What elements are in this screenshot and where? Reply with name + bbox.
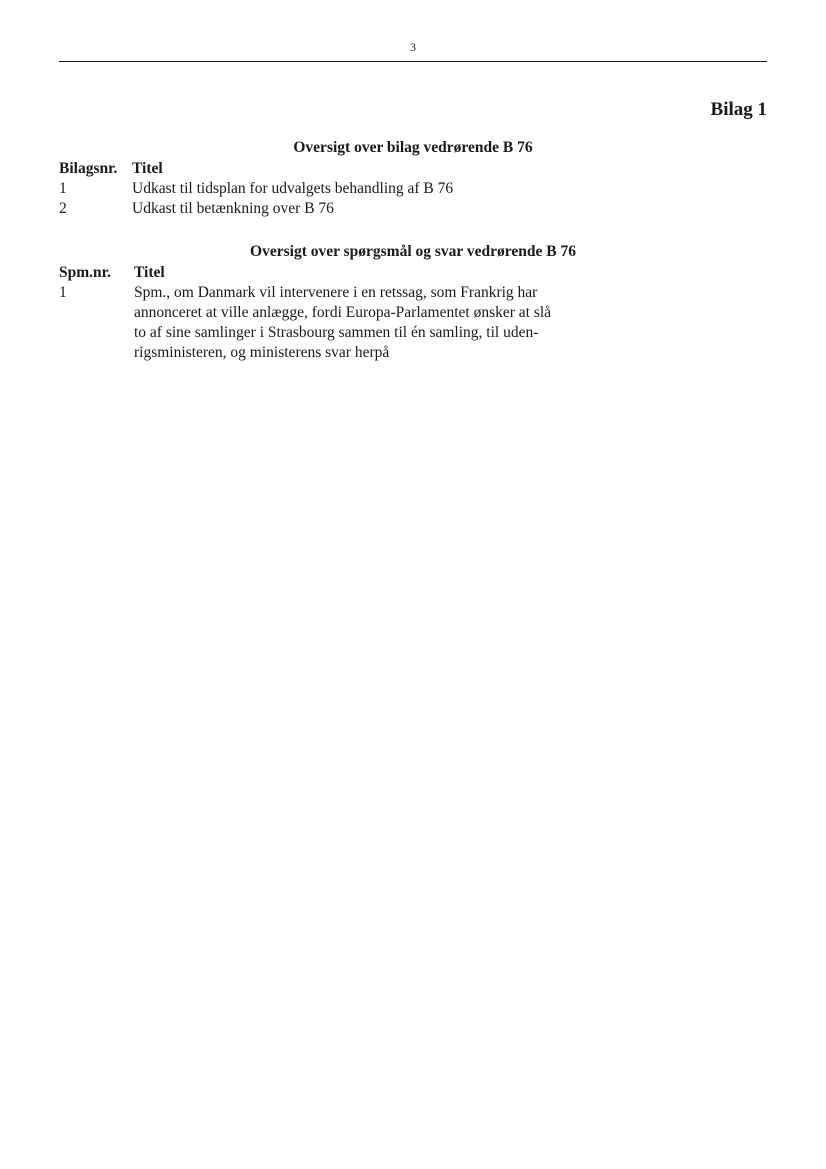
questions-col-title-header: Titel xyxy=(134,264,165,281)
questions-col-no-header: Spm.nr. xyxy=(59,264,111,281)
question-title-line: to af sine samlinger i Strasbourg sammen til én samling, til uden- xyxy=(134,324,539,341)
question-title-line: Spm., om Danmark vil intervenere i en retssag, som Frankrig har xyxy=(134,284,538,301)
question-number: 1 xyxy=(59,284,67,301)
documents-col-no-header: Bilagsnr. xyxy=(59,160,118,177)
question-title xyxy=(134,283,584,363)
page-number: 3 xyxy=(410,40,416,54)
question-title-line: annonceret at ville anlægge, fordi Europa-Parlamentet ønsker at slå xyxy=(134,304,552,321)
documents-col-title-header: Titel xyxy=(132,160,163,177)
header-rule xyxy=(59,61,767,62)
annex-title: Bilag 1 xyxy=(710,99,767,120)
questions-section-title: Oversigt over spørgsmål og svar vedrørende B 76 xyxy=(250,243,576,260)
document-number: 2 xyxy=(59,200,67,217)
document-title: Udkast til betænkning over B 76 xyxy=(132,200,334,217)
document-number: 1 xyxy=(59,180,67,197)
question-title-line: rigsministeren, og ministerens svar herpå xyxy=(134,344,390,361)
documents-section-title: Oversigt over bilag vedrørende B 76 xyxy=(293,139,533,156)
document-title: Udkast til tidsplan for udvalgets behandling af B 76 xyxy=(132,180,454,197)
